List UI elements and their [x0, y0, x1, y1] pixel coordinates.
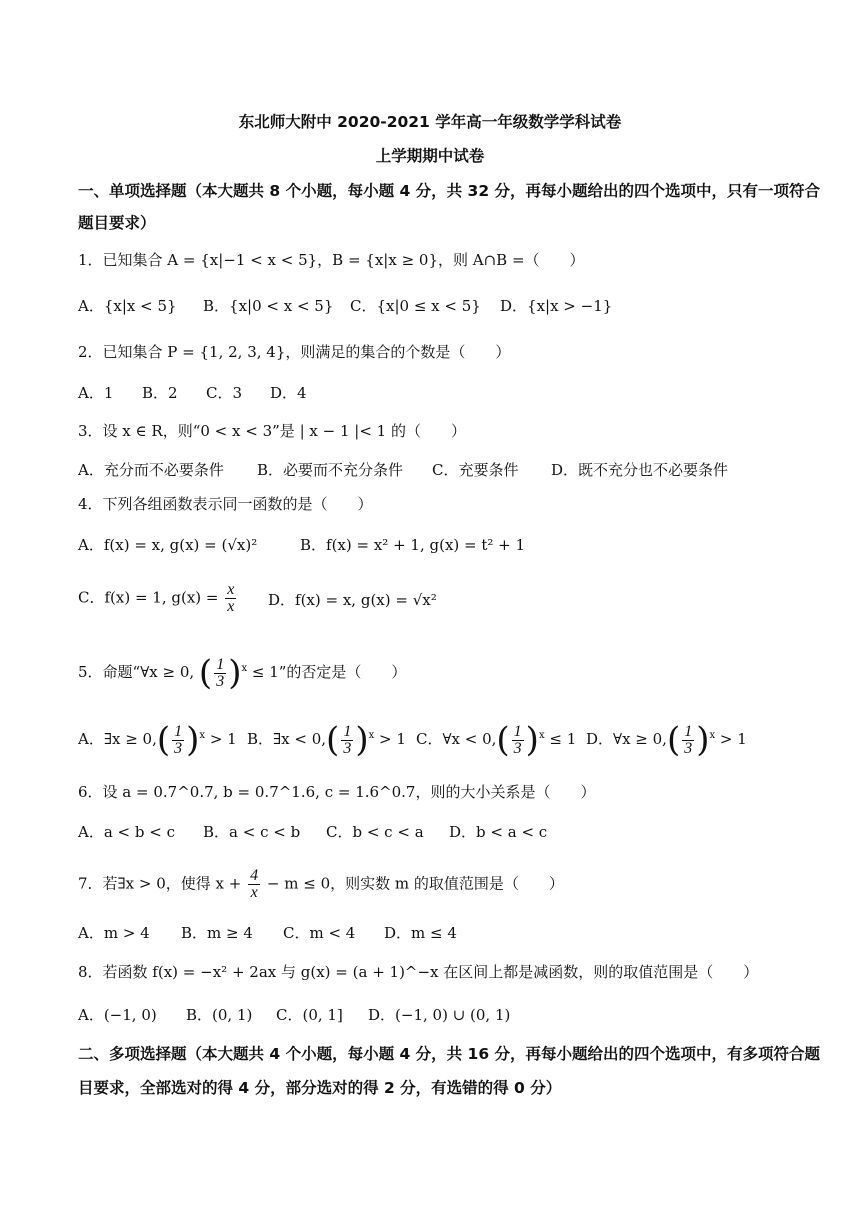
q7-stem-suffix: − m ≤ 0，则实数 m 的取值范围是（ ） [266, 874, 564, 893]
option-fraction [512, 724, 524, 757]
q4-option-a: A．f(x) = x, g(x) = (√x)² [78, 536, 258, 554]
fraction-numerator: 1 [174, 722, 183, 740]
section2-heading-line2: 目要求，全部选对的得 4 分，部分选对的得 2 分，有选错的得 0 分） [78, 1079, 562, 1097]
q1-stem: 1．已知集合 A = {x|−1 < x < 5}，B = {x|x ≥ 0}，则 A∩B =（ ） [78, 251, 585, 269]
q8-stem: 8．若函数 f(x) = −x² + 2ax 与 g(x) = (a + 1)^−x 在区间上都是减函数，则的取值范围是（ ） [78, 963, 759, 981]
q5-option-c [416, 720, 577, 760]
fraction-numerator: 1 [216, 655, 225, 673]
fraction-denominator: 3 [684, 739, 693, 757]
q4-option-c [78, 582, 238, 615]
fraction-numerator: 4 [250, 867, 259, 884]
section2-heading-line1: 二、多项选择题（本大题共 4 个小题，每小题 4 分，共 16 分，再每小题给出的四个选项中，有多项符合题 [78, 1045, 821, 1063]
q5-stem [78, 653, 407, 693]
q6-option-b: B．a < c < b [203, 823, 301, 841]
q3-option-c: C．充要条件 [432, 461, 519, 479]
right-paren-icon: ) [228, 653, 242, 693]
option-prefix: B．∃x < 0, [247, 730, 327, 748]
q3-option-d: D．既不充分也不必要条件 [551, 461, 729, 479]
q8-option-c: C．(0, 1] [276, 1006, 343, 1024]
q4-option-b: B．f(x) = x² + 1, g(x) = t² + 1 [300, 536, 526, 554]
option-prefix: C．∀x < 0, [416, 730, 497, 748]
q5-stem-prefix: 5．命题“∀x ≥ 0, [78, 663, 195, 681]
q8-option-d: D．(−1, 0) ∪ (0, 1) [368, 1006, 511, 1024]
q5-option-b [247, 720, 406, 760]
q7-stem [78, 868, 564, 901]
q4-option-c-prefix: C．f(x) = 1, g(x) = [78, 588, 219, 607]
q3-stem: 3．设 x ∈ R，则“0 < x < 3”是 | x − 1 |< 1 的（ ） [78, 422, 466, 440]
option-suffix: > 1 [379, 730, 406, 748]
option-prefix: D．∀x ≥ 0, [586, 730, 667, 748]
q6-stem: 6．设 a = 0.7^0.7, b = 0.7^1.6, c = 1.6^0.7，则的大小关系是（ ） [78, 783, 596, 801]
exponent: x [368, 730, 375, 741]
q4-stem: 4．下列各组函数表示同一函数的是（ ） [78, 495, 373, 513]
fraction-denominator: x [250, 884, 258, 901]
fraction-denominator: 3 [343, 739, 352, 757]
q1-option-b: B．{x|0 < x < 5} [203, 297, 334, 315]
section1-heading-line1: 一、单项选择题（本大题共 8 个小题，每小题 4 分，共 32 分，再每小题给出的四个选项中，只有一项符合 [78, 182, 821, 200]
q6-option-d: D．b < a < c [449, 823, 548, 841]
q8-option-a: A．(−1, 0) [78, 1006, 157, 1024]
q4-option-c-fraction [225, 582, 236, 615]
left-paren-icon: ( [666, 720, 681, 760]
fraction-numerator: 1 [343, 722, 352, 740]
exam-subtitle: 上学期期中试卷 [375, 147, 485, 165]
exponent: x [709, 730, 716, 741]
left-paren-icon: ( [326, 720, 340, 760]
left-paren-icon: ( [156, 720, 171, 760]
fraction-numerator: x [227, 581, 235, 598]
q7-option-c: C．m < 4 [283, 924, 356, 942]
option-fraction [172, 724, 184, 757]
q2-option-b: B．2 [142, 384, 178, 402]
option-fraction [341, 724, 353, 757]
q1-option-d: D．{x|x > −1} [500, 297, 613, 315]
q5-stem-suffix: ≤ 1”的否定是（ ） [251, 663, 407, 681]
q2-option-d: D．4 [270, 384, 307, 402]
option-suffix: > 1 [209, 730, 237, 748]
q6-option-c: C．b < c < a [326, 823, 424, 841]
fraction-denominator: 3 [216, 672, 225, 690]
q1-option-c: C．{x|0 ≤ x < 5} [350, 297, 481, 315]
fraction-denominator: 3 [174, 739, 183, 757]
fraction-denominator: 3 [513, 739, 522, 757]
q3-option-b: B．必要而不充分条件 [257, 461, 404, 479]
option-suffix: > 1 [719, 730, 747, 748]
fraction-numerator: 1 [513, 722, 522, 740]
exam-title: 东北师大附中 2020-2021 学年高一年级数学学科试卷 [238, 113, 622, 131]
q3-option-a: A．充分而不必要条件 [78, 461, 224, 479]
q1-option-a: A．{x|x < 5} [78, 297, 177, 315]
exponent: x [199, 730, 206, 741]
fraction-denominator: x [227, 598, 235, 615]
q2-option-a: A．1 [78, 384, 114, 402]
q7-option-a: A．m > 4 [78, 924, 150, 942]
exponent: x [538, 730, 545, 741]
option-suffix: ≤ 1 [549, 730, 577, 748]
right-paren-icon: ) [525, 720, 539, 760]
section1-heading-line2: 题目要求） [78, 214, 156, 232]
right-paren-icon: ) [355, 720, 369, 760]
q6-option-a: A．a < b < c [78, 823, 175, 841]
q4-option-d: D．f(x) = x, g(x) = √x² [268, 591, 437, 609]
option-fraction [682, 724, 694, 757]
q7-stem-prefix: 7．若∃x > 0，使得 x + [78, 874, 242, 893]
q8-option-b: B．(0, 1) [186, 1006, 253, 1024]
q2-option-c: C．3 [206, 384, 243, 402]
option-prefix: A．∃x ≥ 0, [78, 730, 157, 748]
q7-option-b: B．m ≥ 4 [181, 924, 253, 942]
right-paren-icon: ) [696, 720, 710, 760]
left-paren-icon: ( [496, 720, 510, 760]
right-paren-icon: ) [186, 720, 200, 760]
left-paren-icon: ( [198, 653, 213, 693]
q5-option-a [78, 720, 237, 760]
q5-fraction [214, 657, 226, 690]
fraction-numerator: 1 [684, 722, 693, 740]
q7-fraction [248, 868, 260, 901]
q5-option-d [586, 720, 747, 760]
exponent: x [241, 663, 248, 674]
q2-stem: 2．已知集合 P = {1, 2, 3, 4}，则满足的集合的个数是（ ） [78, 343, 511, 361]
q7-option-d: D．m ≤ 4 [384, 924, 457, 942]
